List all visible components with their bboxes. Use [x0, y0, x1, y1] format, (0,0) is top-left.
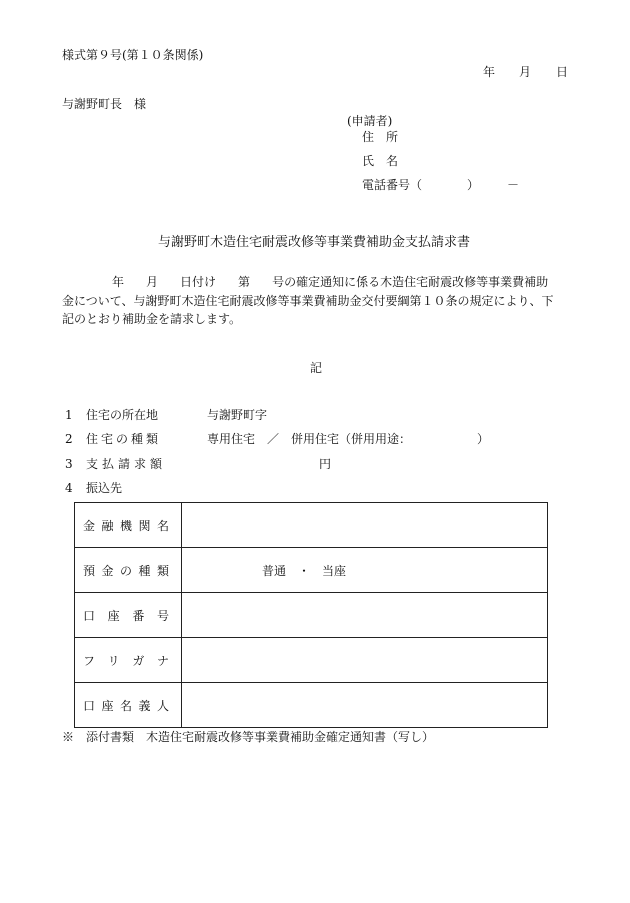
date-day-label: 日: [556, 65, 569, 79]
bank-name-value[interactable]: [182, 503, 548, 548]
date-month-label: 月: [519, 65, 532, 79]
applicant-phone-dash: －: [507, 178, 520, 192]
account-holder-value[interactable]: [182, 683, 548, 728]
applicant-phone-label: 電話番号（: [362, 178, 423, 192]
applicant-name-label: 氏 名: [362, 154, 399, 168]
deposit-type-label: 預 金 の 種 類: [75, 548, 182, 593]
account-holder-label: 口 座 名 義 人: [75, 683, 182, 728]
applicant-heading: (申請者): [347, 114, 393, 128]
addressee: 与謝野町長 様: [62, 97, 147, 111]
body-paragraph: [62, 273, 570, 329]
deposit-type-value[interactable]: [182, 548, 548, 593]
table-row: [75, 503, 548, 548]
item-1-number: 1: [65, 408, 73, 422]
item-1-value: 与謝野町字: [207, 408, 268, 422]
body-line-3: 記のとおり補助金を請求します。: [62, 312, 242, 327]
item-4-label: 振込先: [86, 481, 123, 495]
body-number-suffix: 号の確定通知に係る木造住宅耐震改修等事業費補助: [272, 275, 549, 289]
furigana-value[interactable]: [182, 638, 548, 683]
body-date-suffix: 日付け: [180, 275, 217, 289]
item-2-number: 2: [65, 432, 73, 446]
furigana-label: フ リ ガ ナ: [75, 638, 182, 683]
item-4-number: 4: [65, 481, 73, 495]
item-3-label: 支払請求額: [86, 457, 167, 471]
date-year-label: 年: [483, 65, 496, 79]
table-row: [75, 593, 548, 638]
ki-label: 記: [310, 361, 323, 375]
document-title: 与謝野町木造住宅耐震改修等事業費補助金支払請求書: [158, 235, 471, 250]
bank-name-label: 金 融 機 関 名: [75, 503, 182, 548]
attachment-note: ※ 添付書類 木造住宅耐震改修等事業費補助金確定通知書（写し）: [62, 730, 435, 744]
account-number-value[interactable]: [182, 593, 548, 638]
item-2-label: 住宅の種類: [86, 432, 162, 446]
item-1-label: 住宅の所在地: [86, 408, 159, 422]
item-2-close: ）: [477, 432, 490, 446]
table-row: [75, 548, 548, 593]
body-year: 年: [112, 275, 125, 289]
applicant-phone-close: ）: [467, 178, 480, 192]
table-row: [75, 683, 548, 728]
bank-transfer-table: [74, 502, 548, 728]
account-number-label: 口 座 番 号: [75, 593, 182, 638]
item-3-number: 3: [65, 457, 73, 471]
table-row: [75, 638, 548, 683]
body-month: 月: [146, 275, 159, 289]
applicant-address-label: 住 所: [362, 130, 399, 144]
body-line-1: [62, 273, 570, 292]
item-2-value: 専用住宅 ／ 併用住宅（併用用途：: [207, 432, 412, 446]
form-number: 様式第９号(第１０条関係): [62, 48, 204, 62]
item-3-value: 円: [319, 457, 332, 471]
body-line-2: 金について、与謝野町木造住宅耐震改修等事業費補助金交付要綱第１０条の規定により、下: [62, 293, 554, 308]
deposit-type-options: 普通 ・ 当座: [262, 563, 347, 578]
body-number-prefix: 第: [238, 275, 251, 289]
